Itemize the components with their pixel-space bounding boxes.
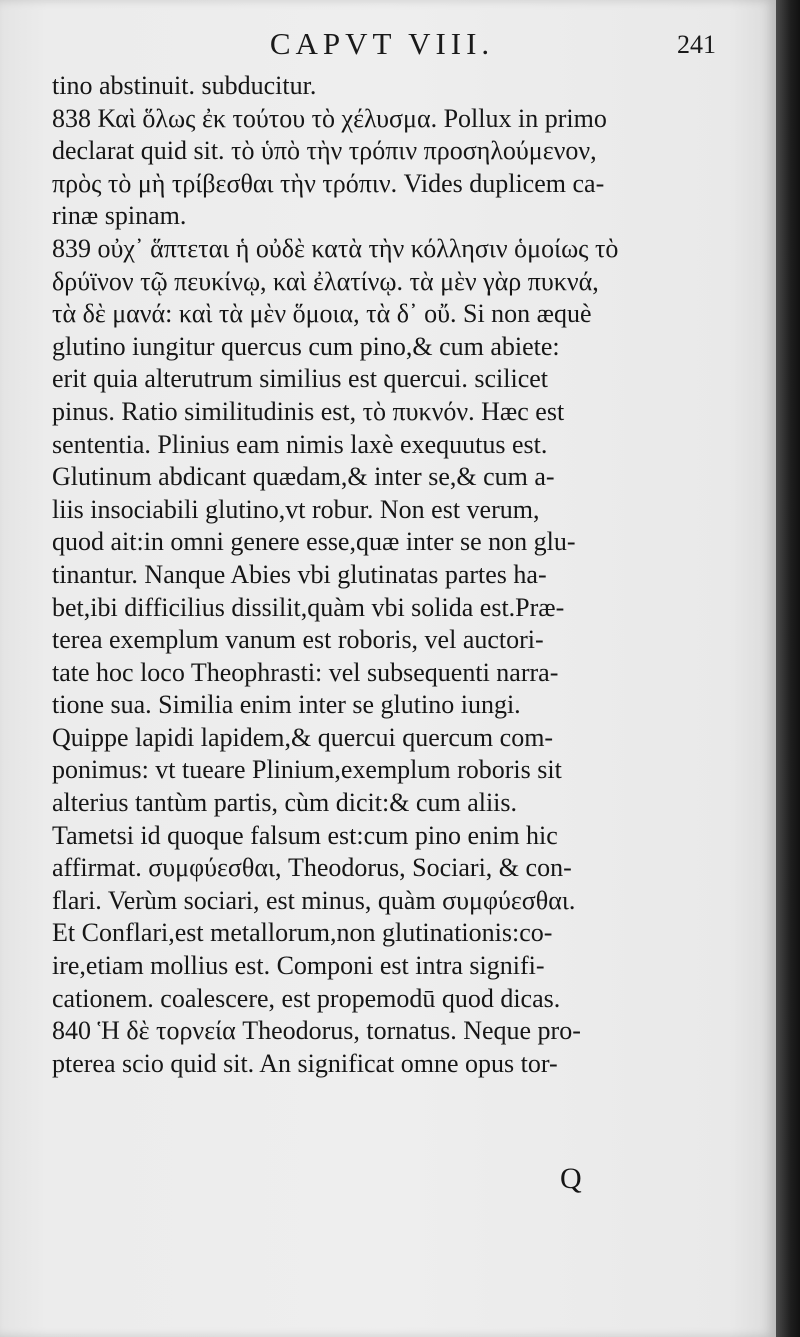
text-line: Glutinum abdicant quædam,& inter se,& cum a-: [52, 462, 555, 492]
text-line: erit quia alterutrum similius est quercui. scilicet: [52, 364, 549, 394]
text-line: cationem. coalescere, est propemodū quod dicas.: [52, 983, 561, 1013]
text-line: ire,etiam mollius est. Componi est intra signifi-: [52, 951, 545, 981]
text-line: pinus. Ratio similitudinis est, τὸ πυκνόν. Hæc est: [52, 396, 565, 426]
page-header: [48, 26, 716, 70]
text-line: terea exemplum vanum est roboris, vel auctori-: [52, 625, 544, 655]
text-line: πρὸς τὸ μὴ τρίβεσθαι τὴν τρόπιν. Vides duplicem ca-: [52, 168, 605, 198]
text-line: τὰ δὲ μανά: καὶ τὰ μὲν ὅμοια, τὰ δ᾽ οὔ. Si non æquè: [52, 299, 592, 329]
running-title: CAPVT VIII.: [269, 26, 495, 61]
catchword: Q: [560, 1162, 582, 1195]
text-line: quod ait:in omni genere esse,quæ inter se non glu-: [52, 527, 576, 557]
text-line: glutino iungitur quercus cum pino,& cum abiete:: [52, 331, 560, 361]
text-line: bet,ibi difficilius dissilit,quàm vbi solida est.Præ-: [52, 592, 565, 622]
text-line: declarat quid sit. τὸ ὑπὸ τὴν τρόπιν προσηλούμενον,: [52, 136, 597, 166]
text-line: tino abstinuit. subducitur.: [52, 71, 317, 100]
page-number: 241: [677, 30, 716, 59]
text-line: Tametsi id quoque falsum est:cum pino enim hic: [52, 820, 558, 850]
body-text: [52, 70, 712, 1080]
text-line: tinantur. Nanque Abies vbi glutinatas partes ha-: [52, 559, 547, 589]
text-line: tione sua. Similia enim inter se glutino iungi.: [52, 690, 521, 720]
text-line: Et Conflari,est metallorum,non glutinationis:co-: [52, 918, 553, 948]
text-line: pterea scio quid sit. An significat omne opus tor-: [52, 1048, 558, 1078]
text-line: rinæ spinam.: [52, 201, 187, 231]
text-line: flari. Verùm sociari, est minus, quàm συμφύεσθαι.: [52, 885, 576, 915]
text-line: ponimus: vt tueare Plinium,exemplum roboris sit: [52, 755, 562, 785]
text-line: affirmat. συμφύεσθαι, Theodorus, Sociari, & con-: [52, 853, 572, 883]
text-line: sententia. Plinius eam nimis laxè exequutus est.: [52, 429, 548, 459]
text-line: Quippe lapidi lapidem,& quercui quercum com-: [52, 722, 554, 752]
text-line: 838 Καὶ ὅλως ἐκ τούτου τὸ χέλυσμα. Pollux in primo: [52, 103, 607, 133]
text-line: 840 Ἡ δὲ τορνεία Theodorus, tornatus. Neque pro-: [52, 1016, 581, 1046]
text-line: δρύϊνον τῷ πευκίνῳ, καὶ ἐλατίνῳ. τὰ μὲν γὰρ πυκνά,: [52, 266, 599, 296]
page-edge-shadow: [776, 0, 800, 1337]
text-line: 839 οὐχ᾽ ἅπτεται ἡ οὐδὲ κατὰ τὴν κόλλησιν ὁμοίως τὸ: [52, 233, 619, 263]
text-line: tate hoc loco Theophrasti: vel subsequenti narra-: [52, 657, 559, 687]
text-line: liis insociabili glutino,vt robur. Non est verum,: [52, 494, 540, 524]
text-line: alterius tantùm partis, cùm dicit:& cum aliis.: [52, 788, 518, 818]
